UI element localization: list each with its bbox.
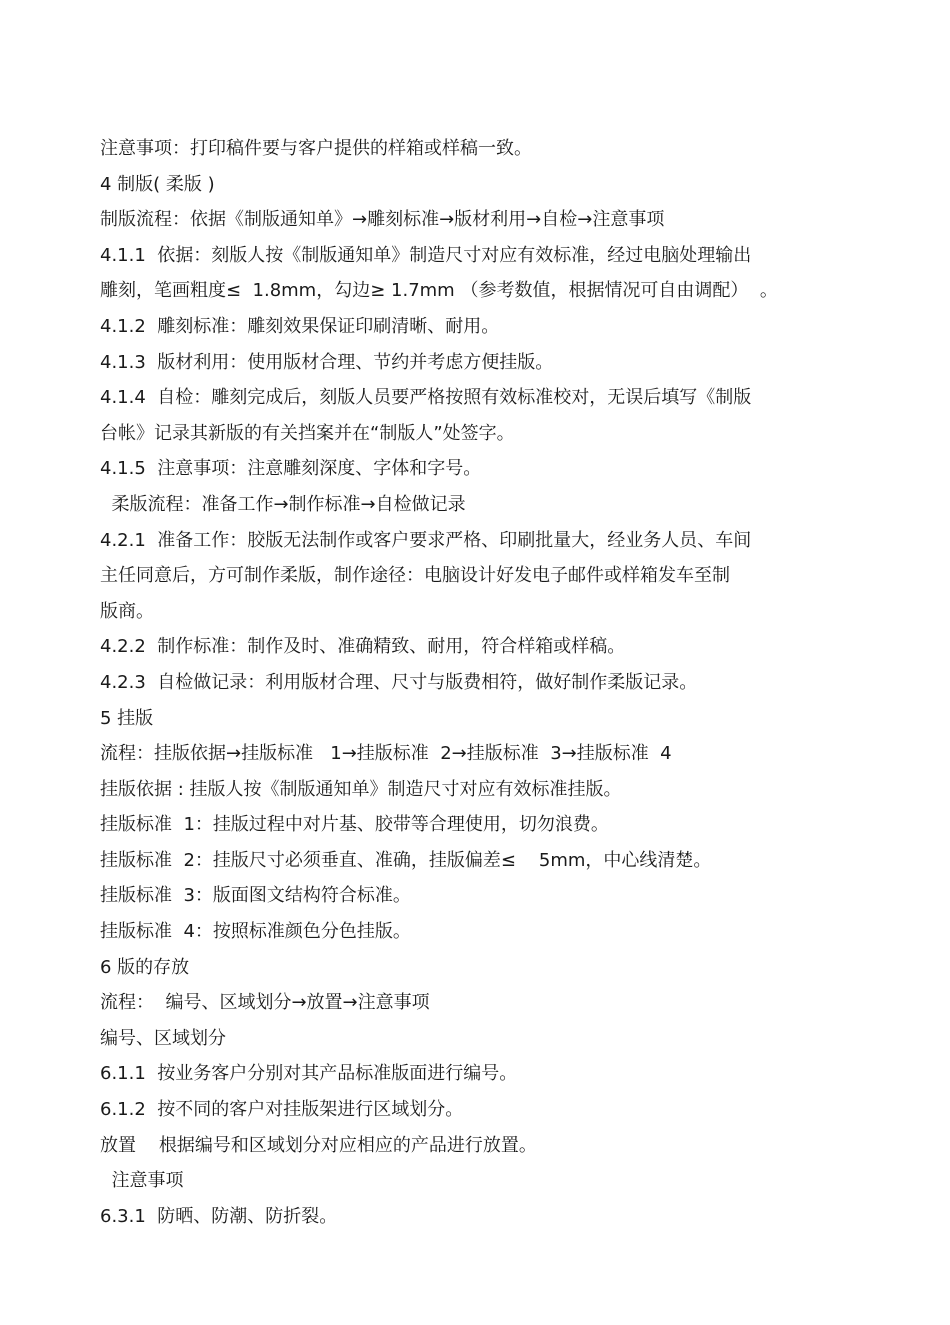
text-line: 4.1.1 依据：刻版人按《制版通知单》制造尺寸对应有效标准，经过电脑处理输出: [100, 244, 752, 266]
text-line: 6.1.2 按不同的客户对挂版架进行区域划分。: [100, 1099, 464, 1121]
text-line: 编号、区域划分: [100, 1027, 226, 1049]
text-line: 柔版流程：准备工作→制作标准→自检做记录: [100, 493, 466, 515]
text-line: 4.2.3 自检做记录：利用版材合理、尺寸与版费相符，做好制作柔版记录。: [100, 671, 698, 693]
document-body: [100, 131, 820, 1234]
text-line: 注意事项: [100, 1170, 184, 1192]
section-heading: 4 制版( 柔版 ): [100, 173, 215, 195]
text-line: 主任同意后，方可制作柔版，制作途径：电脑设计好发电子邮件或样箱发车至制: [100, 565, 730, 587]
text-line: 版商。: [100, 600, 154, 622]
text-line: 放置 根据编号和区域划分对应相应的产品进行放置。: [100, 1134, 537, 1156]
section-heading: 6 版的存放: [100, 956, 190, 978]
text-line: 挂版标准 2：挂版尺寸必须垂直、准确，挂版偏差≤ 5mm，中心线清楚。: [100, 849, 712, 871]
text-line: 挂版标准 3：版面图文结构符合标准。: [100, 885, 411, 907]
text-line: 注意事项：打印稿件要与客户提供的样箱或样稿一致。: [100, 138, 532, 159]
text-line: 6.3.1 防晒、防潮、防折裂。: [100, 1205, 338, 1227]
text-line: 4.1.4 自检：雕刻完成后，刻版人员要严格按照有效标准校对，无误后填写《制版: [100, 387, 752, 409]
text-line: 4.2.2 制作标准：制作及时、准确精致、耐用，符合样箱或样稿。: [100, 636, 626, 658]
text-line: 4.1.3 版材利用：使用版材合理、节约并考虑方便挂版。: [100, 351, 554, 373]
text-line: 4.1.5 注意事项：注意雕刻深度、字体和字号。: [100, 458, 482, 480]
text-line: 制版流程：依据《制版通知单》→雕刻标准→版材利用→自检→注意事项: [100, 209, 665, 231]
text-line: 流程： 编号、区域划分→放置→注意事项: [100, 992, 430, 1014]
text-line: 挂版依据 : 挂版人按《制版通知单》制造尺寸对应有效标准挂版。: [100, 778, 622, 800]
text-line: 6.1.1 按业务客户分别对其产品标准版面进行编号。: [100, 1063, 518, 1085]
section-heading: 5 挂版: [100, 707, 154, 729]
text-line: 挂版标准 4：按照标准颜色分色挂版。: [100, 921, 411, 943]
text-line: 4.1.2 雕刻标准：雕刻效果保证印刷清晰、耐用。: [100, 315, 500, 337]
text-line: 流程：挂版依据→挂版标准 1→挂版标准 2→挂版标准 3→挂版标准 4: [100, 743, 672, 765]
text-line: 4.2.1 准备工作：胶版无法制作或客户要求严格、印刷批量大，经业务人员、车间: [100, 529, 752, 551]
text-line: 雕刻，笔画粗度≤ 1.8mm，勾边≥ 1.7mm （参考数值，根据情况可自由调配） 。: [100, 280, 778, 302]
text-line: 台帐》记录其新版的有关挡案并在“制版人”处签字。: [100, 422, 515, 444]
text-line: 挂版标准 1：挂版过程中对片基、胶带等合理使用，切勿浪费。: [100, 814, 609, 836]
